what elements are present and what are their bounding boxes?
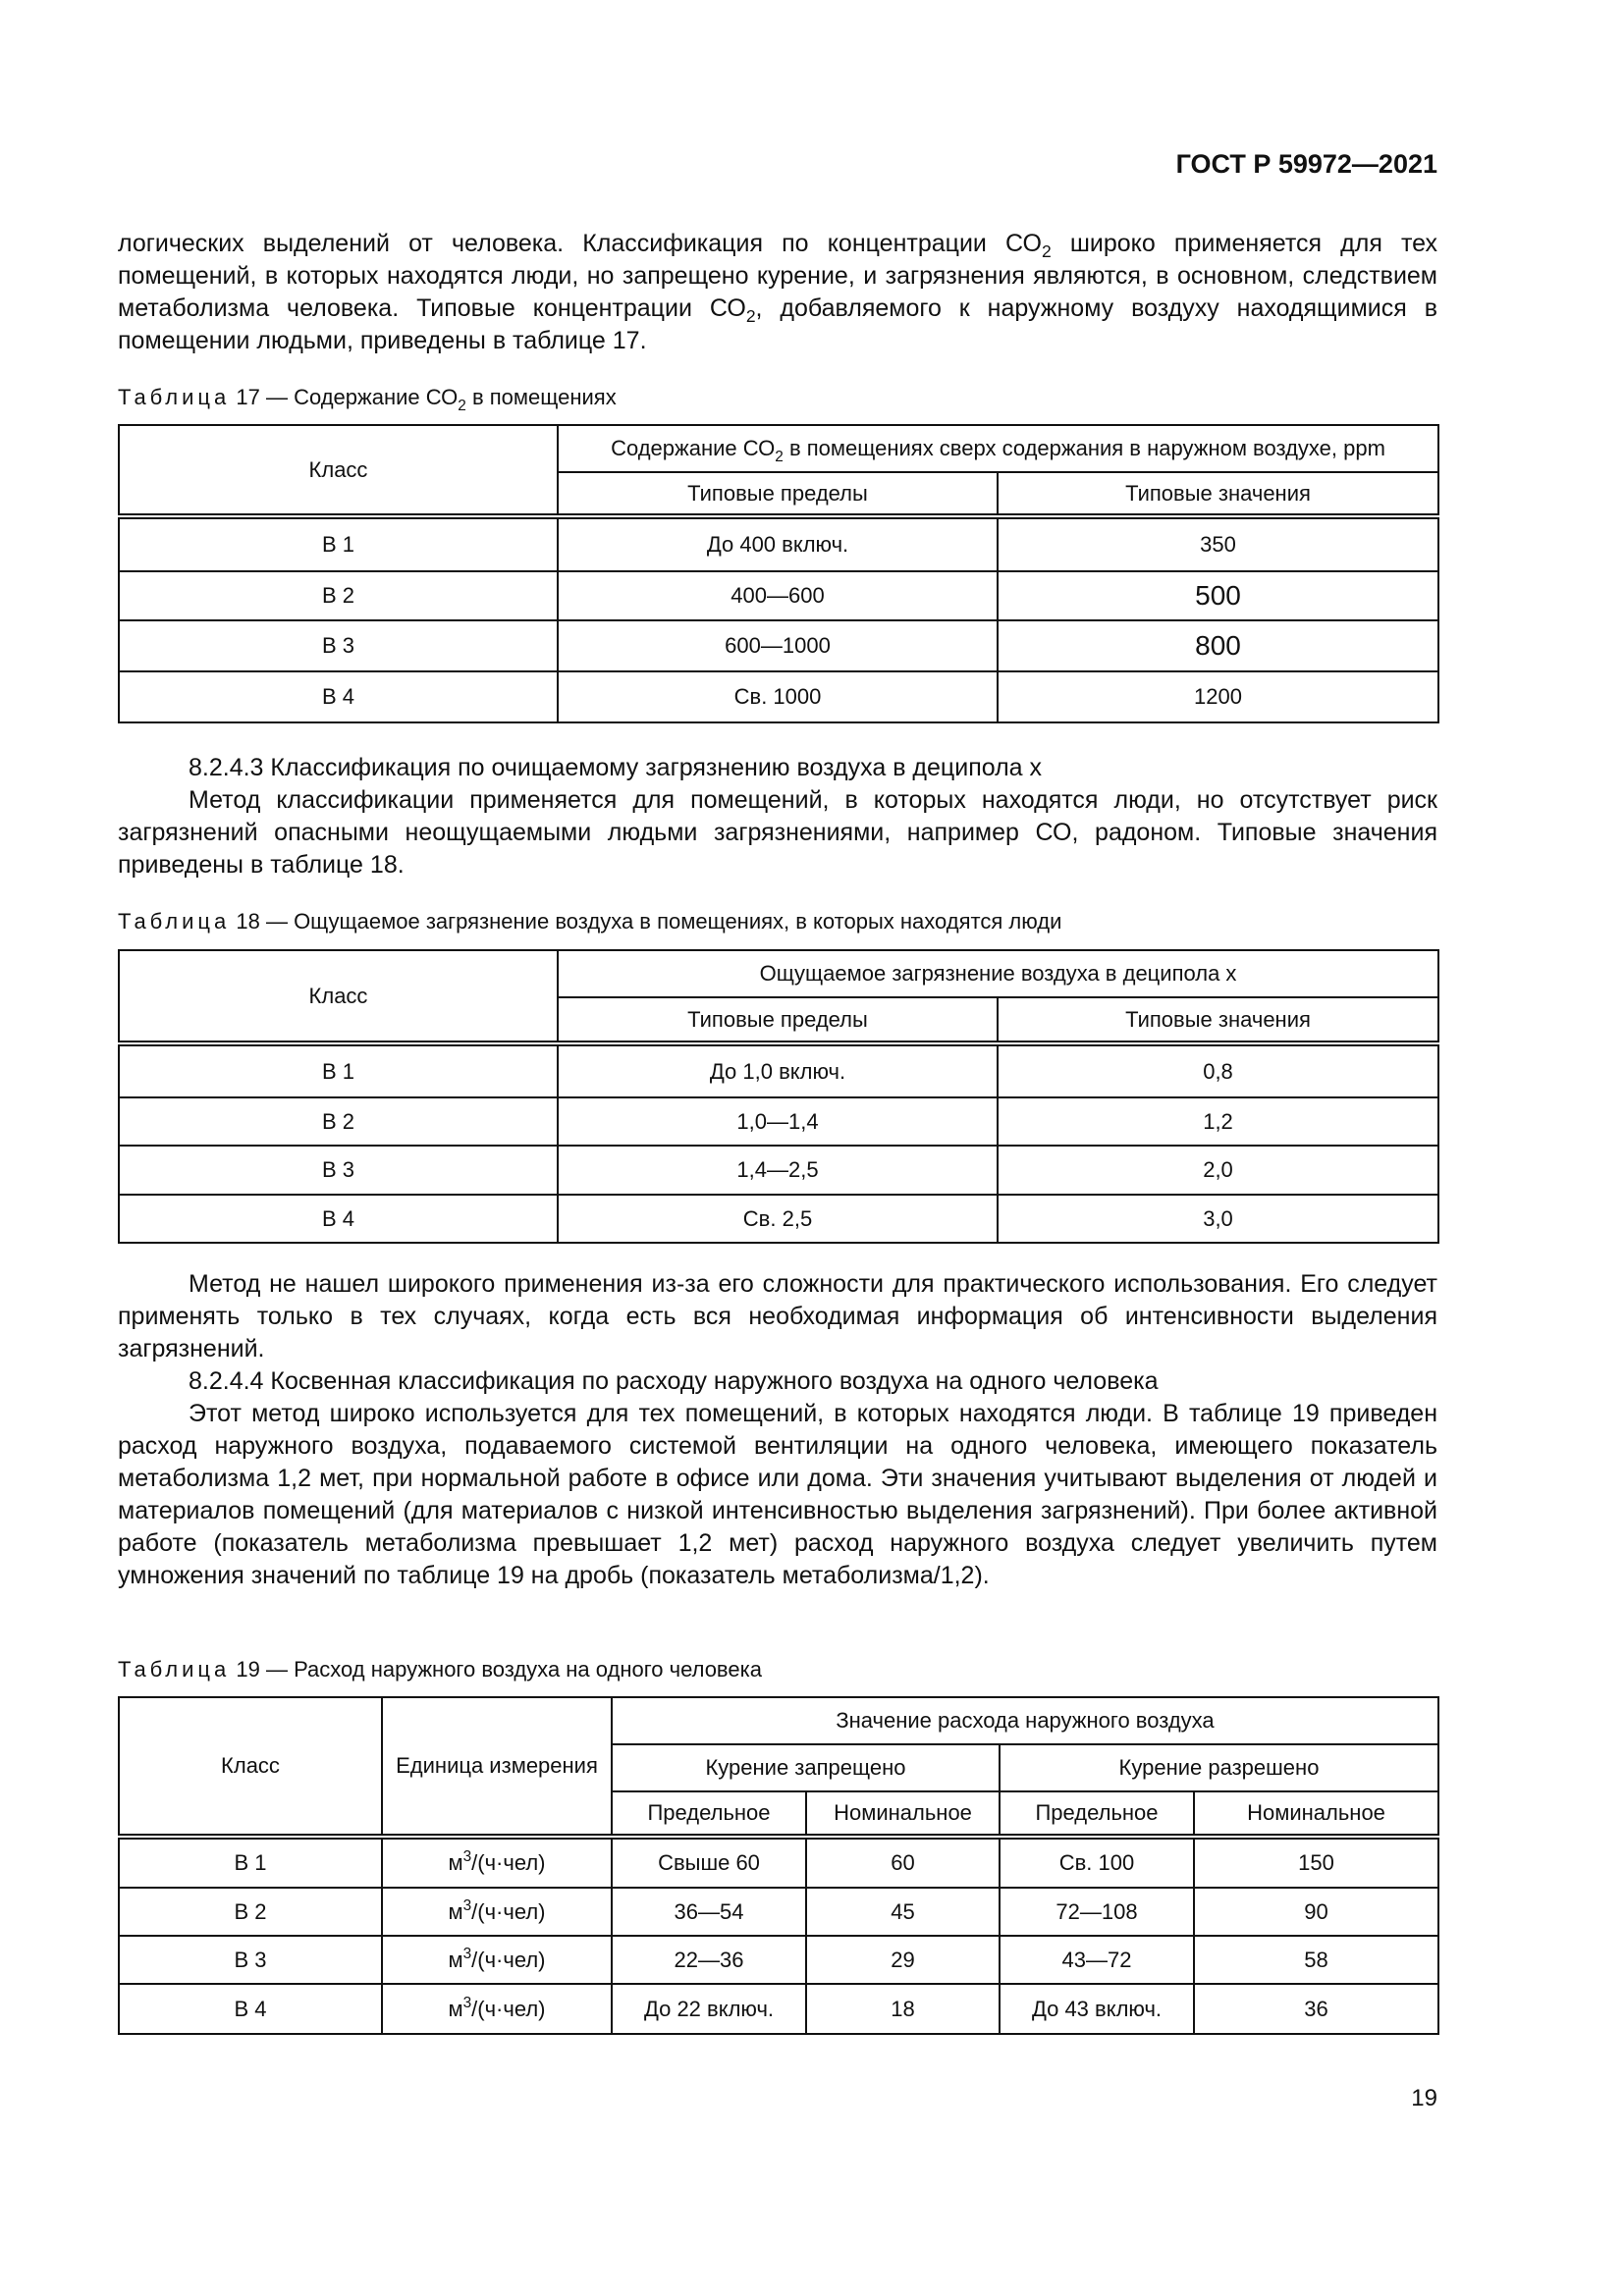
header-class: Класс	[119, 425, 558, 516]
section-8243	[118, 752, 1437, 881]
table-row: В 2 1,0—1,4 1,2	[119, 1097, 1438, 1146]
table-row: В 1 До 1,0 включ. 0,8	[119, 1043, 1438, 1097]
section-8244	[118, 1268, 1437, 1592]
table-row: В 4 Св. 1000 1200	[119, 671, 1438, 722]
caption-word: Таблица	[118, 385, 231, 409]
header-limit: Предельное	[1000, 1791, 1194, 1837]
header-smoking: Курение разрешено	[1000, 1744, 1438, 1791]
paragraph: Этот метод широко используется для тех помещений, в которых находятся люди. В таблице 19 приведен расход наружного воздуха, подаваемого системой вентиляции на одного человека, имеющего показатель метаболизма 1,2 мет, при нормальной работе в офисе или дома. Эти значения учитывают выделения от людей и материалов помещений (для материалов с низкой интенсивностью выделения загрязнений). При более активной работе (показатель метаболизма превышает 1,2 мет) расход наружного воздуха следует увеличить путем умножения значений по таблице 19 на дробь (показатель метаболизма/1,2).	[118, 1400, 1437, 1589]
table-row: В 2 400—600 500	[119, 571, 1438, 620]
intro-text-a: логических выделений от человека. Классификация по концентрации СО	[118, 230, 1042, 257]
header-group: Значение расхода наружного воздуха	[612, 1697, 1438, 1744]
header-class: Класс	[119, 950, 558, 1043]
caption-word: Таблица	[118, 909, 231, 934]
table19-caption	[118, 1657, 762, 1682]
document-code: ГОСТ Р 59972—2021	[1175, 149, 1437, 179]
table-row: В 3 600—1000 800	[119, 620, 1438, 671]
table-row: В 3 1,4—2,5 2,0	[119, 1146, 1438, 1195]
subscript: 2	[1041, 241, 1052, 261]
subscript: 2	[458, 398, 466, 414]
table-row: В 2 $м^3/(ч\cdot чел)$ 36—54 45 72—108 90	[119, 1888, 1438, 1936]
header-limit: Предельное	[612, 1791, 806, 1837]
intro-paragraph	[118, 228, 1437, 357]
caption-text: 19 — Расход наружного воздуха на одного человека	[230, 1657, 762, 1682]
table-row: В 4 Св. 2,5 3,0	[119, 1195, 1438, 1243]
header-nominal: Номинальное	[1194, 1791, 1438, 1837]
section-heading: 8.2.4.3 Классификация по очищаемому загрязнению воздуха в деципола х	[189, 754, 1043, 781]
header-values: Типовые значения	[998, 472, 1438, 516]
header-values: Типовые значения	[998, 997, 1438, 1043]
header-limits: Типовые пределы	[558, 997, 998, 1043]
table-17	[118, 424, 1439, 723]
page-number: 19	[1411, 2085, 1437, 2111]
paragraph: Метод не нашел широкого применения из-за его сложности для практического использования. Его следует применять только в тех случаях, когда есть вся необходимая информация об интенсивности выделения загрязнений.	[118, 1270, 1437, 1362]
table18-caption	[118, 909, 1061, 934]
table-row: В 1 До 400 включ. 350	[119, 516, 1438, 571]
header-nominal: Номинальное	[806, 1791, 1000, 1837]
intro-text-c: , добавляемого к наружному воздуху находящимися в помещении людьми, приведены в таблице 17.	[118, 294, 1437, 354]
caption-word: Таблица	[118, 1657, 231, 1682]
table17-caption	[118, 385, 617, 414]
subscript: 2	[745, 306, 756, 326]
header-group: Содержание $СО_2$ в помещениях сверх содержания в наружном воздухе, ppm	[558, 425, 1438, 472]
table-19	[118, 1696, 1439, 2035]
table-row: В 1 $м^3/(ч\cdot чел)$ Свыше 60 60 Св. 100 150	[119, 1837, 1438, 1888]
intro-text-b: широко применяется для тех помещений, в которых находятся люди, но запрещено курение, и загрязнения являются, в основном, следствием метаболизма человека. Типовые концентрации СО	[118, 230, 1438, 322]
table-row: В 3 $м^3/(ч\cdot чел)$ 22—36 29 43—72 58	[119, 1936, 1438, 1984]
header-limits: Типовые пределы	[558, 472, 998, 516]
section-heading: 8.2.4.4 Косвенная классификация по расходу наружного воздуха на одного человека	[189, 1367, 1159, 1395]
header-unit: Единица измерения	[382, 1697, 612, 1837]
caption-text: 17 — Содержание СО	[230, 385, 459, 409]
section-text: Метод классификации применяется для помещений, в которых находятся люди, но отсутствует риск загрязнений опасными неощущаемыми людьми загрязнениями, например СО, радоном. Типовые значения приведены в таблице 18.	[118, 786, 1437, 879]
table-row: В 4 $м^3/(ч\cdot чел)$ До 22 включ. 18 До 43 включ. 36	[119, 1984, 1438, 2034]
header-no-smoking: Курение запрещено	[612, 1744, 1000, 1791]
caption-text: в помещениях	[465, 385, 617, 409]
header-class: Класс	[119, 1697, 382, 1837]
header-group: Ощущаемое загрязнение воздуха в деципола х	[558, 950, 1438, 997]
caption-text: 18 — Ощущаемое загрязнение воздуха в помещениях, в которых находятся люди	[230, 909, 1062, 934]
table-18	[118, 949, 1439, 1244]
